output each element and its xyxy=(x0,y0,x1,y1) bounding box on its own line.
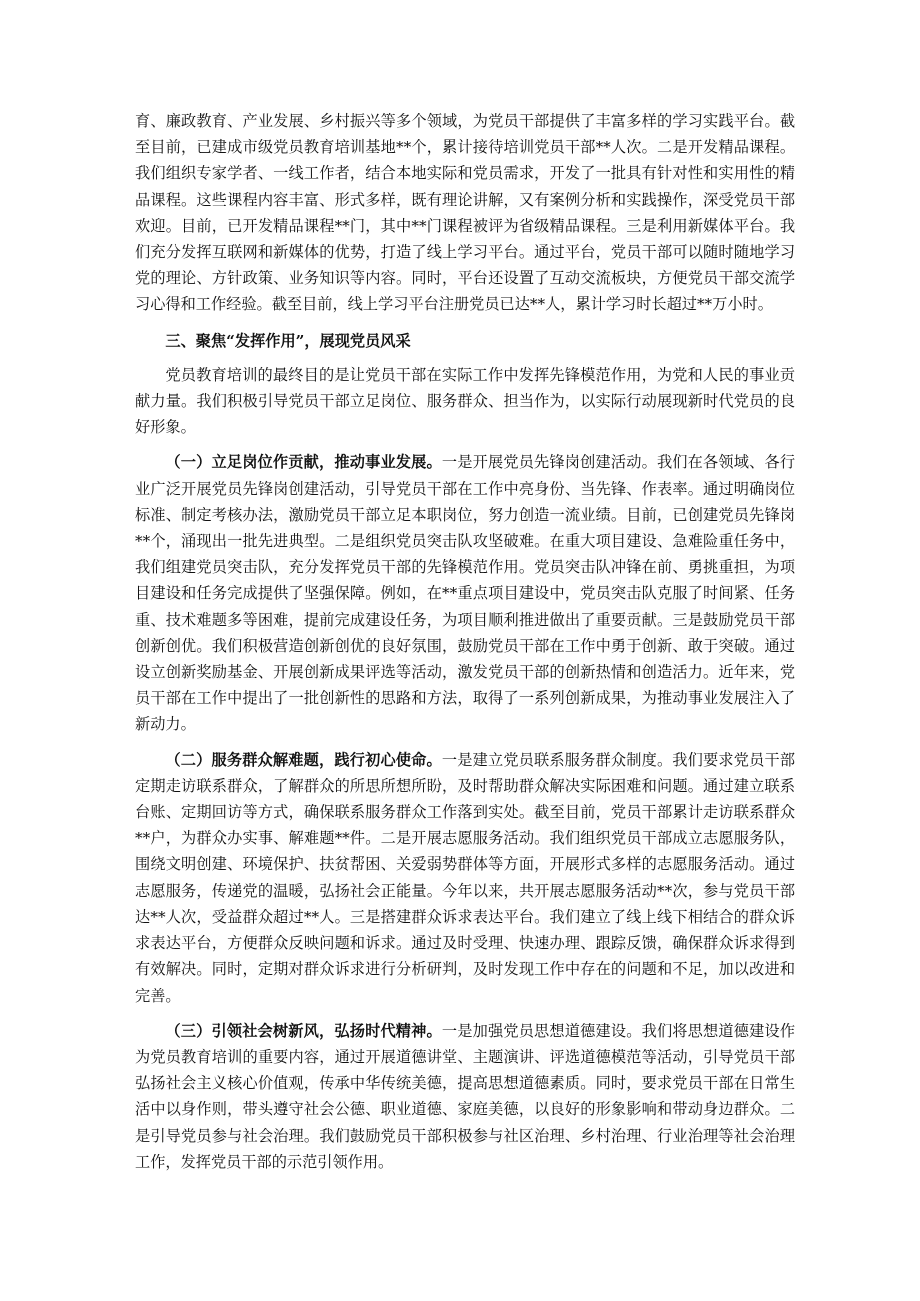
item-1-paragraph xyxy=(135,449,795,737)
item-3-lead: （三）引领社会树新风，弘扬时代精神。 xyxy=(165,1021,442,1040)
paragraph-continuation: 育、廉政教育、产业发展、乡村振兴等多个领域，为党员干部提供了丰富多样的学习实践平台。截至目前，已建成市级党员教育培训基地**个，累计接待培训党员干部**人次。二是开发精品课程。我们组织专家学者、一线工作者，结合本地实际和党员需求，开发了一批具有针对性和实用性的精品课程。这些课程内容丰富、形式多样，既有理论讲解，又有案例分析和实践操作，深受党员干部欢迎。目前，已开发精品课程**门，其中**门课程被评为省级精品课程。三是利用新媒体平台。我们充分发挥互联网和新媒体的优势，打造了线上学习平台。通过平台，党员干部可以随时随地学习党的理论、方针政策、业务知识等内容。同时，平台还设置了互动交流板块，方便党员干部交流学习心得和工作经验。截至目前，线上学习平台注册党员已达**人，累计学习时长超过**万小时。 xyxy=(135,112,795,314)
item-3-body: 一是加强党员思想道德建设。我们将思想道德建设作为党员教育培训的重要内容，通过开展道德讲堂、主题演讲、评选道德模范等活动，引导党员干部弘扬社会主义核心价值观，传承中华传统美德，提高思想道德素质。同时，要求党员干部在日常生活中以身作则，带头遵守社会公德、职业道德、家庭美德，以良好的形象影响和带动身边群众。二是引导党员参与社会治理。我们鼓励党员干部积极参与社区治理、乡村治理、行业治理等社会治理工作，发挥党员干部的示范引领作用。 xyxy=(135,1021,796,1171)
item-1-lead: （一）立足岗位作贡献，推动事业发展。 xyxy=(165,453,442,472)
item-1-body: 一是开展党员先锋岗创建活动。我们在各领域、各行业广泛开展党员先锋岗创建活动，引导党员干部在工作中亮身份、当先锋、作表率。通过明确岗位标准、制定考核办法，激励党员干部立足本职岗位，努力创造一流业绩。目前，已创建党员先锋岗**个，涌现出一批先进典型。二是组织党员突击队攻坚破难。在重大项目建设、急难险重任务中，我们组建党员突击队，充分发挥党员干部的先锋模范作用。党员突击队冲锋在前、勇挑重担，为项目建设和任务完成提供了坚强保障。例如，在**重点项目建设中，党员突击队克服了时间紧、任务重、技术难题多等困难，提前完成建设任务，为项目顺利推进做出了重要贡献。三是鼓励党员干部创新创优。我们积极营造创新创优的良好氛围，鼓励党员干部在工作中勇于创新、敢于突破。通过设立创新奖励基金、开展创新成果评选等活动，激发党员干部的创新热情和创造活力。近年来，党员干部在工作中提出了一批创新性的思路和方法，取得了一系列创新成果，为推动事业发展注入了新动力。 xyxy=(135,453,796,734)
item-2-lead: （二）服务群众解难题，践行初心使命。 xyxy=(165,750,442,769)
section-heading: 三、聚焦“发挥作用”，展现党员风采 xyxy=(165,331,411,350)
item-2-paragraph xyxy=(135,747,795,1009)
document-page xyxy=(135,108,795,1175)
item-2-body: 一是建立党员联系服务群众制度。我们要求党员干部定期走访联系群众，了解群众的所思所想所盼，及时帮助群众解决实际困难和问题。通过建立联系台账、定期回访等方式，确保联系服务群众工作落到实处。截至目前，党员干部累计走访联系群众**户，为群众办实事、解难题**件。二是开展志愿服务活动。我们组织党员干部成立志愿服务队，围绕文明创建、环境保护、扶贫帮困、关爱弱势群体等方面，开展形式多样的志愿服务活动。通过志愿服务，传递党的温暖，弘扬社会正能量。今年以来，共开展志愿服务活动**次，参与党员干部达**人次，受益群众超过**人。三是搭建群众诉求表达平台。我们建立了线上线下相结合的群众诉求表达平台，方便群众反映问题和诉求。通过及时受理、快速办理、跟踪反馈，确保群众诉求得到有效解决。同时，定期对群众诉求进行分析研判，及时发现工作中存在的问题和不足，加以改进和完善。 xyxy=(135,750,796,1005)
section-intro-paragraph: 党员教育培训的最终目的是让党员干部在实际工作中发挥先锋模范作用，为党和人民的事业贡献力量。我们积极引导党员干部立足岗位、服务群众、担当作为，以实际行动展现新时代党员的良好形象。 xyxy=(135,365,795,437)
item-3-paragraph xyxy=(135,1018,795,1175)
